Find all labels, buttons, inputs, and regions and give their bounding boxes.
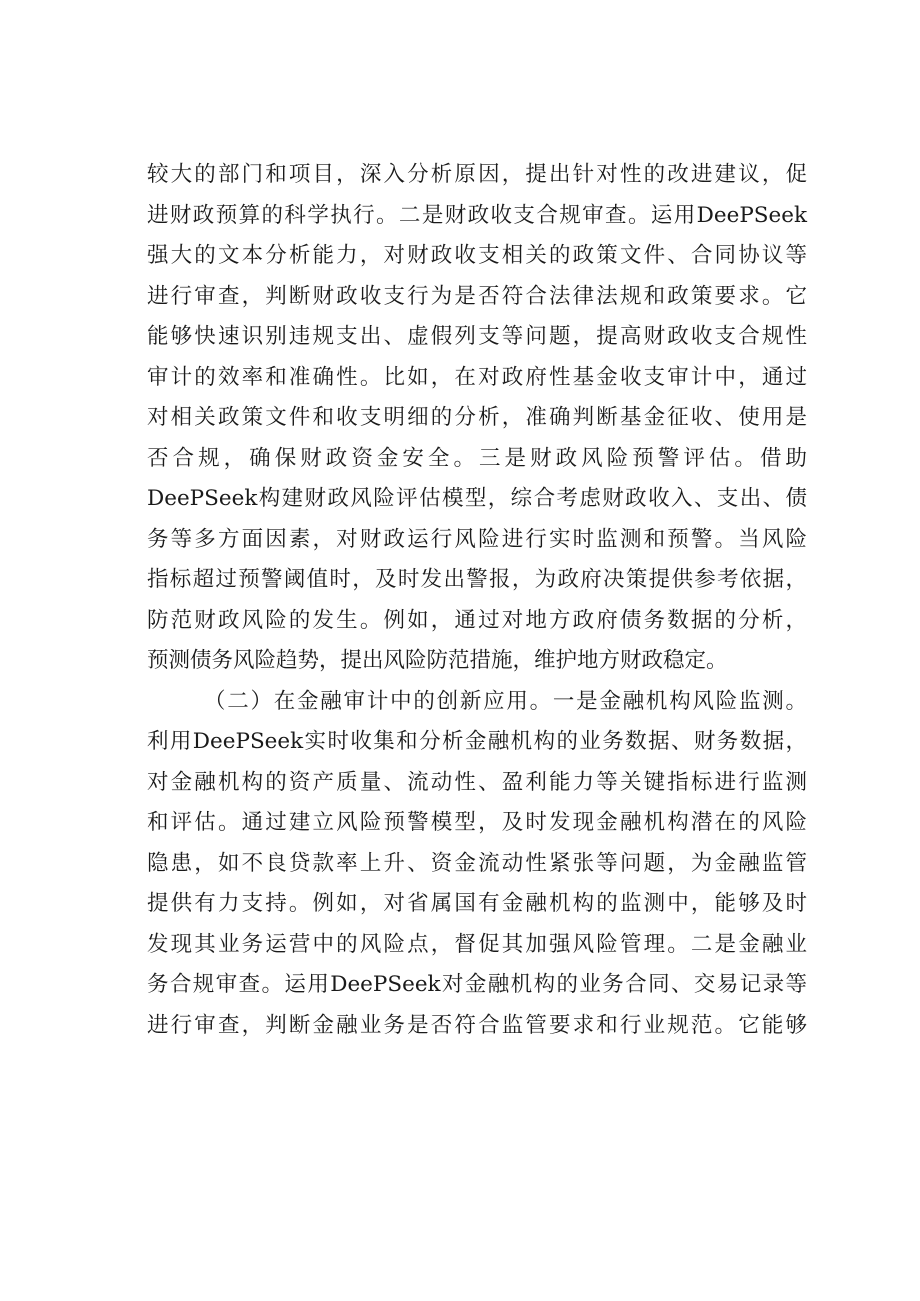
text-line: 指标超过预警阈值时，及时发出警报，为政府决策提供参考依据， (147, 567, 807, 592)
text-line: 进财政预算的科学执行。二是财政收支合规审查。运用DeePSeek (147, 202, 807, 228)
text-line: 务等多方面因素，对财政运行风险进行实时监测和预警。当风险 (147, 526, 807, 552)
text-line: 预测债务风险趋势，提出风险防范措施，维护地方财政稳定。 (147, 648, 728, 673)
document-body (147, 155, 807, 1046)
text-line: 否合规，确保财政资金安全。三是财政风险预警评估。借助 (147, 445, 807, 471)
text-line: 进行审查，判断金融业务是否符合监管要求和行业规范。它能够 (147, 1012, 807, 1038)
text-line: 强大的文本分析能力，对财政收支相关的政策文件、合同协议等 (147, 243, 807, 268)
text-line: （二）在金融审计中的创新应用。一是金融机构风险监测。 (204, 688, 807, 714)
text-line: 提供有力支持。例如，对省属国有金融机构的监测中，能够及时 (147, 891, 807, 916)
text-line: 发现其业务运营中的风险点，督促其加强风险管理。二是金融业 (147, 931, 807, 957)
text-line: 对金融机构的资产质量、流动性、盈利能力等关键指标进行监测 (147, 769, 807, 795)
paragraph-2 (147, 682, 807, 1047)
text-line: 审计的效率和准确性。比如，在对政府性基金收支审计中，通过 (147, 364, 807, 390)
text-line: DeePSeek构建财政风险评估模型，综合考虑财政收入、支出、债 (147, 486, 807, 511)
text-line: 防范财政风险的发生。例如，通过对地方政府债务数据的分析， (147, 607, 807, 633)
text-line: 和评估。通过建立风险预警模型，及时发现金融机构潜在的风险 (147, 810, 807, 835)
text-line: 较大的部门和项目，深入分析原因，提出针对性的改进建议，促 (147, 162, 807, 187)
text-line: 进行审查，判断财政收支行为是否符合法律法规和政策要求。它 (147, 283, 807, 309)
text-line: 对相关政策文件和收支明细的分析，准确判断基金征收、使用是 (147, 405, 807, 430)
text-line: 务合规审查。运用DeePSeek对金融机构的业务合同、交易记录等 (147, 972, 807, 997)
text-line: 能够快速识别违规支出、虚假列支等问题，提高财政收支合规性 (147, 324, 807, 349)
text-line: 利用DeePSeek实时收集和分析金融机构的业务数据、财务数据， (147, 729, 807, 754)
text-line: 隐患，如不良贷款率上升、资金流动性紧张等问题，为金融监管 (147, 850, 807, 876)
paragraph-1 (147, 155, 807, 682)
